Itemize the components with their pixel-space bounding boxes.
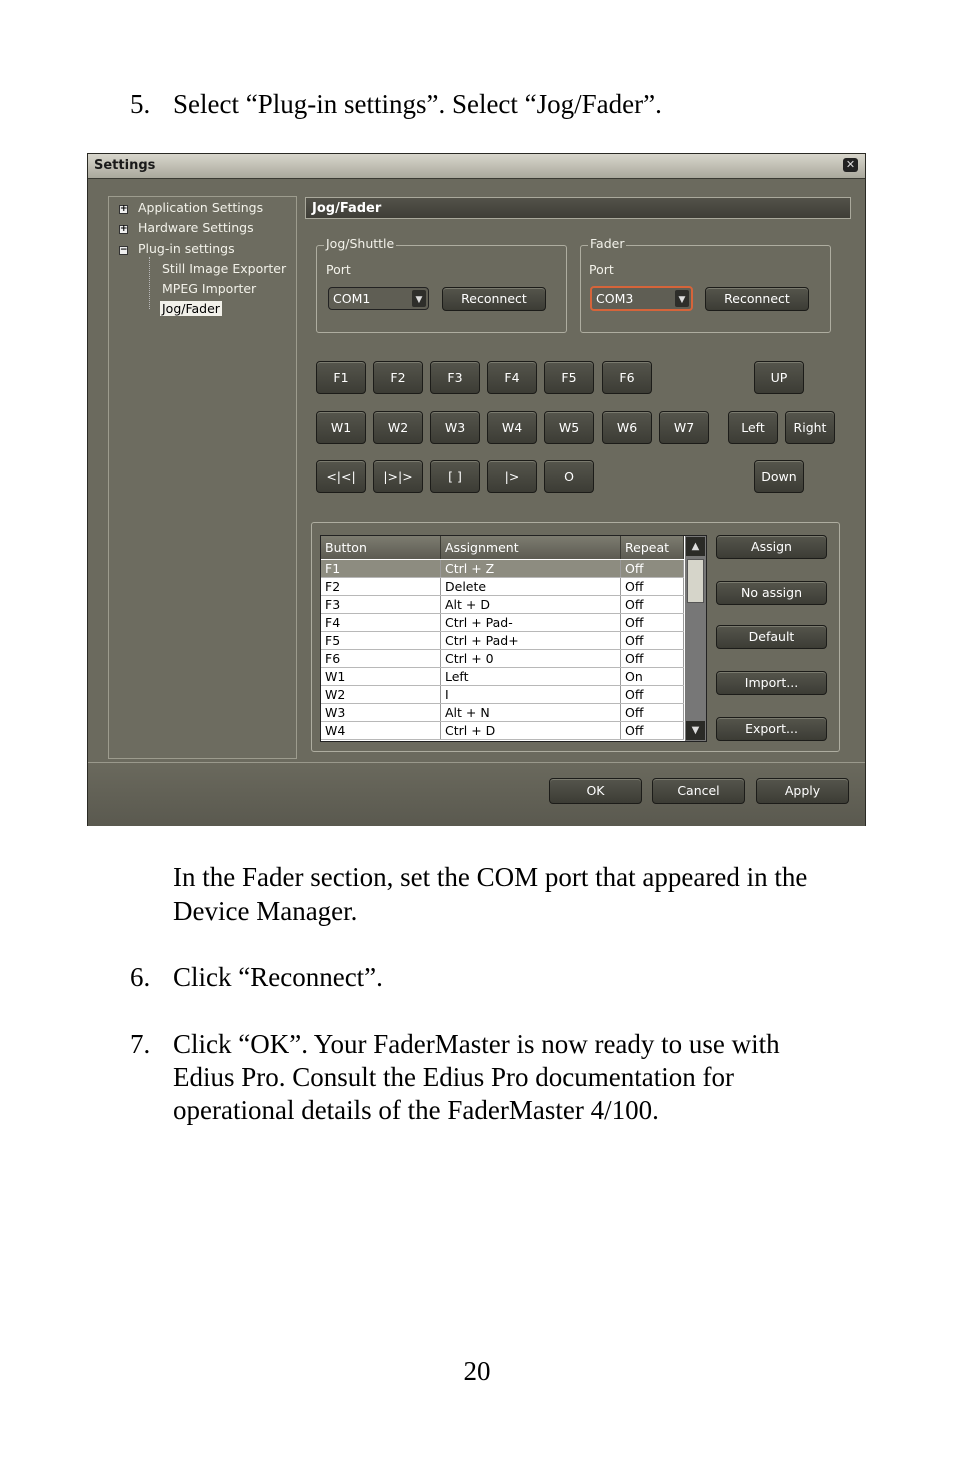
settings-dialog [87,153,866,826]
key-rewind-button[interactable]: <|<| [316,460,366,493]
step-7-line-1: Click “OK”. Your FaderMaster is now ready to use with [173,1029,780,1059]
list-scrollbar[interactable] [685,536,706,741]
no-assign-button[interactable]: No assign [716,581,827,605]
apply-button[interactable]: Apply [756,778,849,804]
table-row[interactable] [321,578,684,596]
assignment-list[interactable] [320,535,707,742]
tree-item-mpeg-importer[interactable]: MPEG Importer [162,281,257,296]
col-button[interactable]: Button [321,536,441,559]
scroll-up-icon[interactable]: ▲ [686,537,705,556]
cell-button: W3 [321,704,441,721]
import-button[interactable]: Import... [716,671,827,695]
key-up-button[interactable]: UP [754,361,804,394]
jog-reconnect-button[interactable]: Reconnect [442,287,546,311]
cell-button: F5 [321,632,441,649]
jog-port-select[interactable] [328,287,429,310]
assign-button[interactable]: Assign [716,535,827,559]
col-assignment[interactable]: Assignment [441,536,621,559]
list-header [321,536,684,559]
cell-assignment: Alt + N [441,704,621,721]
cell-assignment: Left [441,668,621,685]
step-5-number: 5. [130,89,151,119]
cell-button: F4 [321,614,441,631]
cell-button: F6 [321,650,441,667]
scroll-thumb[interactable] [687,559,704,603]
table-row[interactable] [321,704,684,722]
tree-item-plugin-settings[interactable]: Plug-in settings [138,241,235,256]
table-row[interactable] [321,650,684,668]
key-w2-button[interactable]: W2 [373,411,423,444]
cell-repeat: Off [621,686,684,703]
key-f1-button[interactable]: F1 [316,361,366,394]
cell-repeat: Off [621,614,684,631]
cell-assignment: Ctrl + D [441,722,621,739]
step-7-line-3: operational details of the FaderMaster 4/100. [173,1095,659,1125]
cell-button: F2 [321,578,441,595]
jog-shuttle-label: Jog/Shuttle [326,236,395,251]
key-w7-button[interactable]: W7 [659,411,709,444]
close-icon[interactable]: ✕ [843,158,858,172]
cell-repeat: Off [621,632,684,649]
tree-item-jog-fader[interactable]: Jog/Fader [162,301,220,316]
key-f4-button[interactable]: F4 [487,361,537,394]
cell-assignment: Delete [441,578,621,595]
cell-repeat: Off [621,650,684,667]
key-f2-button[interactable]: F2 [373,361,423,394]
table-row[interactable] [321,560,684,578]
cell-repeat: Off [621,704,684,721]
cell-assignment: Alt + D [441,596,621,613]
fader-reconnect-button[interactable]: Reconnect [705,287,809,311]
cell-repeat: On [621,668,684,685]
table-row[interactable] [321,686,684,704]
step-7-line-2: Edius Pro. Consult the Edius Pro documentation for [173,1062,734,1092]
step-7-number: 7. [130,1029,151,1059]
page-number: 20 [463,1356,491,1386]
cell-assignment: Ctrl + Pad- [441,614,621,631]
fader-instruction-line-2: Device Manager. [173,896,358,926]
cell-assignment: Ctrl + Z [441,560,621,577]
fader-port-value: COM3 [596,291,634,306]
fader-port-label: Port [589,262,614,277]
cell-button: W2 [321,686,441,703]
tree-item-hardware-settings[interactable]: Hardware Settings [138,220,254,235]
key-play-button[interactable]: |> [487,460,537,493]
cell-assignment: I [441,686,621,703]
fader-instruction-line-1: In the Fader section, set the COM port that appeared in the [173,862,808,892]
default-button[interactable]: Default [716,625,827,649]
chevron-down-icon[interactable]: ▼ [675,290,689,307]
dialog-footer [88,762,865,826]
step-6-number: 6. [130,962,151,992]
expand-icon[interactable]: + [120,204,128,214]
key-stop-button[interactable]: [ ] [430,460,480,493]
cell-button: F3 [321,596,441,613]
cancel-button[interactable]: Cancel [652,778,745,804]
key-w5-button[interactable]: W5 [544,411,594,444]
cell-button: W1 [321,668,441,685]
key-f3-button[interactable]: F3 [430,361,480,394]
table-row[interactable] [321,596,684,614]
table-row[interactable] [321,668,684,686]
tree-line [149,257,150,309]
cell-repeat: Off [621,560,684,577]
key-f6-button[interactable]: F6 [602,361,652,394]
col-repeat[interactable]: Repeat [621,536,684,559]
scroll-down-icon[interactable]: ▼ [686,721,705,740]
key-record-button[interactable]: O [544,460,594,493]
key-right-button[interactable]: Right [785,411,835,444]
fader-port-select[interactable] [590,286,693,311]
key-w4-button[interactable]: W4 [487,411,537,444]
fader-label: Fader [590,236,625,251]
jog-port-label: Port [326,262,351,277]
settings-tree [108,196,297,759]
tree-item-still-image-exporter[interactable]: Still Image Exporter [162,261,287,276]
dialog-title: Settings [94,158,156,173]
table-row[interactable] [321,722,684,740]
panel-header [305,197,851,219]
table-row[interactable] [321,632,684,650]
chevron-down-icon[interactable]: ▼ [412,290,426,307]
table-row[interactable] [321,614,684,632]
key-w6-button[interactable]: W6 [602,411,652,444]
ok-button[interactable]: OK [549,778,642,804]
cell-repeat: Off [621,722,684,739]
cell-repeat: Off [621,578,684,595]
key-w1-button[interactable]: W1 [316,411,366,444]
cell-button: F1 [321,560,441,577]
jog-port-value: COM1 [333,291,371,306]
key-f5-button[interactable]: F5 [544,361,594,394]
expand-icon[interactable]: + [120,224,128,234]
step-6-text: Click “Reconnect”. [173,962,383,992]
cell-button: W4 [321,722,441,739]
cell-assignment: Ctrl + Pad+ [441,632,621,649]
cell-repeat: Off [621,596,684,613]
step-5-text: Select “Plug-in settings”. Select “Jog/Fader”. [173,89,662,119]
dialog-titlebar [88,154,865,179]
collapse-icon[interactable]: − [120,245,128,255]
export-button[interactable]: Export... [716,717,827,741]
tree-item-application-settings[interactable]: Application Settings [138,200,264,215]
cell-assignment: Ctrl + 0 [441,650,621,667]
key-down-button[interactable]: Down [754,460,804,493]
key-w3-button[interactable]: W3 [430,411,480,444]
key-left-button[interactable]: Left [728,411,778,444]
key-fast-forward-button[interactable]: |>|> [373,460,423,493]
panel-title: Jog/Fader [312,201,382,216]
